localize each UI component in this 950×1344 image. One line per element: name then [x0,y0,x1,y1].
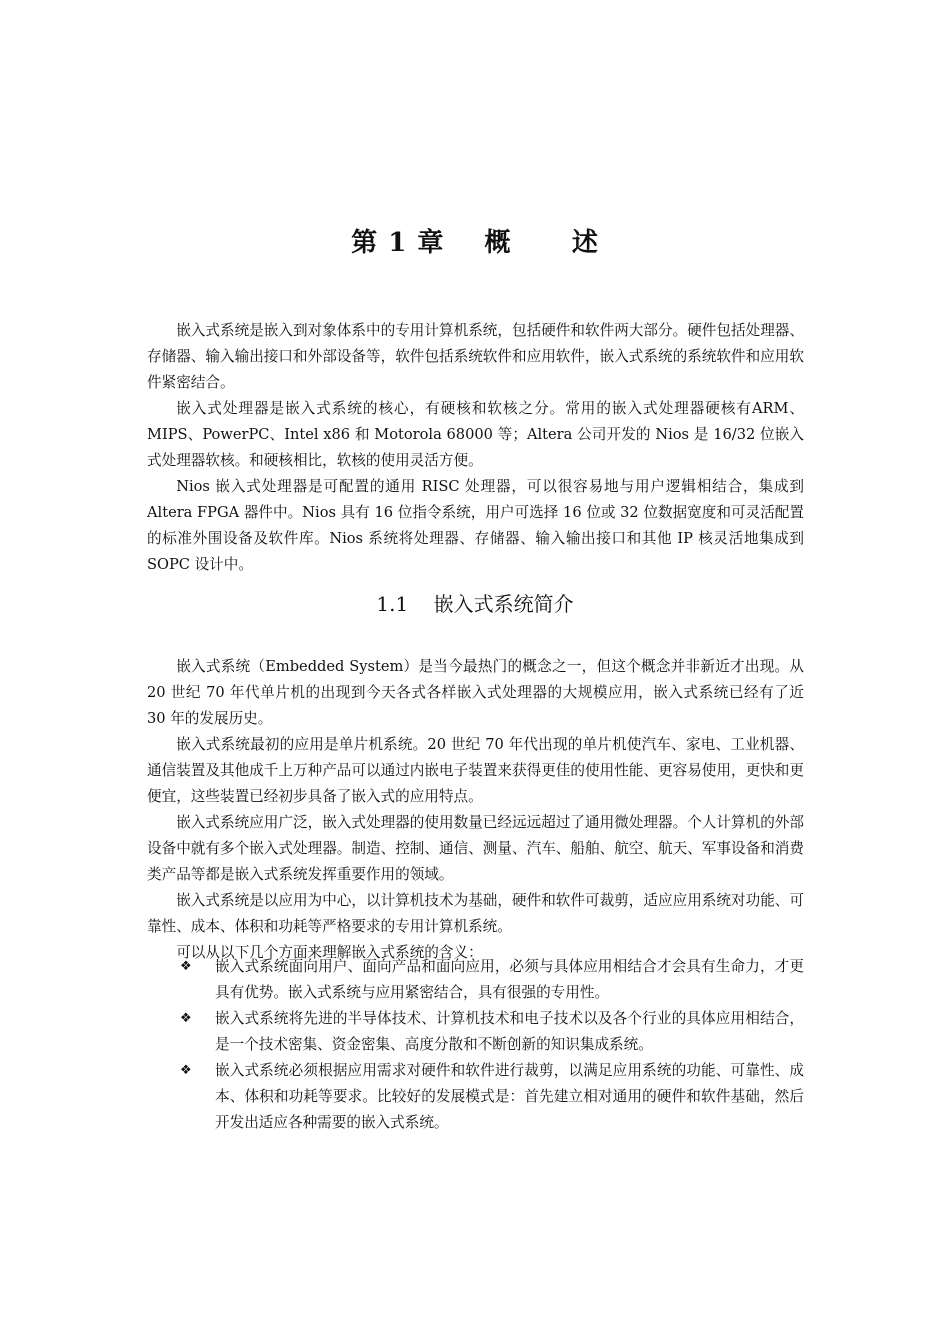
bullet-list [147,954,804,1136]
section-paragraph: 嵌入式系统应用广泛，嵌入式处理器的使用数量已经远远超过了通用微处理器。个人计算机的外部设备中就有多个嵌入式处理器。制造、控制、通信、测量、汽车、船舶、航空、航天、军事设备和消费类产品等都是嵌入式系统发挥重要作用的领域。 [147,814,804,883]
list-item-text: 嵌入式系统将先进的半导体技术、计算机技术和电子技术以及各个行业的具体应用相结合，是一个技术密集、资金密集、高度分散和不断创新的知识集成系统。 [215,1010,804,1053]
diamond-bullet-icon: ❖ [180,1063,192,1078]
chapter-title: 第 1 章 概 述 [351,228,599,258]
intro-paragraph: 嵌入式系统是嵌入到对象体系中的专用计算机系统，包括硬件和软件两大部分。硬件包括处理器、存储器、输入输出接口和外部设备等，软件包括系统软件和应用软件，嵌入式系统的系统软件和应用软件紧密结合。 [147,322,804,391]
section-paragraph: 嵌入式系统是以应用为中心，以计算机技术为基础，硬件和软件可裁剪，适应应用系统对功能、可靠性、成本、体积和功耗等严格要求的专用计算机系统。 [147,892,804,935]
section-title: 1.1 嵌入式系统简介 [376,592,574,616]
section-paragraph: 嵌入式系统最初的应用是单片机系统。20 世纪 70 年代出现的单片机使汽车、家电、工业机器、通信装置及其他成千上万种产品可以通过内嵌电子装置来获得更佳的使用性能、更容易使用，更快和更便宜，这些装置已经初步具备了嵌入式的应用特点。 [147,736,804,805]
intro-paragraph: 嵌入式处理器是嵌入式系统的核心，有硬核和软核之分。常用的嵌入式处理器硬核有ARM、MIPS、PowerPC、Intel x86 和 Motorola 68000 等；Altera 公司开发的 Nios 是 16/32 位嵌入式处理器软核。和硬核相比，软核的使用灵活方便。 [147,400,804,469]
list-item-text: 嵌入式系统面向用户、面向产品和面向应用，必须与具体应用相结合才会具有生命力，才更具有优势。嵌入式系统与应用紧密结合，具有很强的专用性。 [215,958,804,1001]
section-paragraph: 可以从以下几个方面来理解嵌入式系统的含义： [176,944,483,961]
section-paragraph: 嵌入式系统（Embedded System）是当今最热门的概念之一，但这个概念并非新近才出现。从 20 世纪 70 年代单片机的出现到今天各式各样嵌入式处理器的大规模应用，嵌入式系统已经有了近 30 年的发展历史。 [147,658,804,727]
list-item-text: 嵌入式系统必须根据应用需求对硬件和软件进行裁剪，以满足应用系统的功能、可靠性、成本、体积和功耗等要求。比较好的发展模式是：首先建立相对通用的硬件和软件基础，然后开发出适应各种需要的嵌入式系统。 [215,1062,804,1131]
diamond-bullet-icon: ❖ [180,959,192,974]
diamond-bullet-icon: ❖ [180,1011,192,1026]
intro-paragraph: Nios 嵌入式处理器是可配置的通用 RISC 处理器，可以很容易地与用户逻辑相结合，集成到 Altera FPGA 器件中。Nios 具有 16 位指令系统，用户可选择 16 位或 32 位数据宽度和可灵活配置的标准外围设备及软件库。Nios 系统将处理器、存储器、输入输出接口和其他 IP 核灵活地集成到 SOPC 设计中。 [147,478,804,573]
list-item [147,1006,804,1058]
list-item [147,1058,804,1136]
list-item [147,954,804,1006]
section-body [147,654,804,966]
intro-text [147,318,804,578]
